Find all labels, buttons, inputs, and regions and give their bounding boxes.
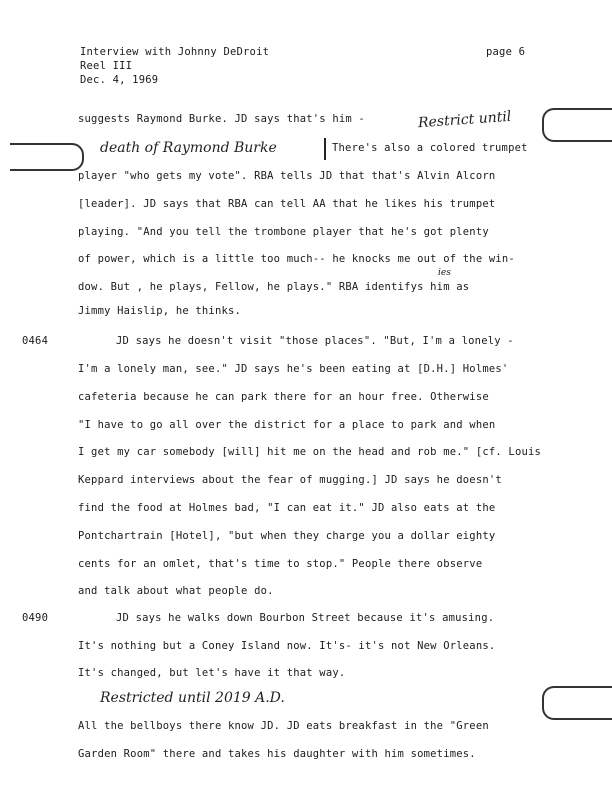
text-line: suggests Raymond Burke. JD says that's him - [78,113,365,125]
restriction-note-top-continued: death of Raymond Burke [100,140,277,156]
text-line: It's nothing but a Coney Island now. It's- it's not New Orleans. [78,640,496,652]
text-line: JD says he walks down Bourbon Street because it's amusing. [116,612,495,624]
reel-label: Reel III [80,60,133,72]
page-number: page 6 [486,46,526,58]
text-line: playing. "And you tell the trombone player that he's got plenty [78,226,489,238]
restriction-bracket-bottom [542,686,612,720]
insertion-mark: ies [438,268,451,278]
restriction-bracket-left [10,143,84,171]
text-line: Pontchartrain [Hotel], "but when they charge you a dollar eighty [78,530,496,542]
text-line: I get my car somebody [will] hit me on the head and rob me." [cf. Louis [78,446,542,458]
text-line: Keppard interviews about the fear of mugging.] JD says he doesn't [78,474,502,486]
text-line: of power, which is a little too much-- he knocks me out of the win- [78,253,515,265]
timecode: 0490 [22,612,49,624]
text-line: cafeteria because he can park there for an hour free. Otherwise [78,391,489,403]
interview-title: Interview with Johnny DeDroit [80,46,270,58]
text-line: find the food at Holmes bad, "I can eat it." JD also eats at the [78,502,496,514]
text-line: There's also a colored trumpet [332,142,528,154]
text-line: dow. But , he plays, Fellow, he plays." RBA identifys him as [78,281,470,293]
text-line: [leader]. JD says that RBA can tell AA that he likes his trumpet [78,198,496,210]
text-line: "I have to go all over the district for a place to park and when [78,419,496,431]
timecode: 0464 [22,335,49,347]
text-line: All the bellboys there know JD. JD eats breakfast in the "Green [78,720,489,732]
restriction-note-top: Restrict until [417,108,512,132]
restriction-note-bottom: Restricted until 2019 A.D. [100,690,285,706]
text-line: Garden Room" there and takes his daughter with him sometimes. [78,748,476,760]
restriction-bracket-top [542,108,612,142]
text-line: cents for an omlet, that's time to stop." People there observe [78,558,483,570]
text-line: It's changed, but let's have it that way. [78,667,346,679]
text-line: JD says he doesn't visit "those places". "But, I'm a lonely - [116,335,514,347]
restriction-divider [324,138,326,160]
text-line: and talk about what people do. [78,585,274,597]
text-line: Jimmy Haislip, he thinks. [78,305,242,317]
text-line: player "who gets my vote". RBA tells JD that that's Alvin Alcorn [78,170,496,182]
interview-date: Dec. 4, 1969 [80,74,159,86]
text-line: I'm a lonely man, see." JD says he's been eating at [D.H.] Holmes' [78,363,509,375]
